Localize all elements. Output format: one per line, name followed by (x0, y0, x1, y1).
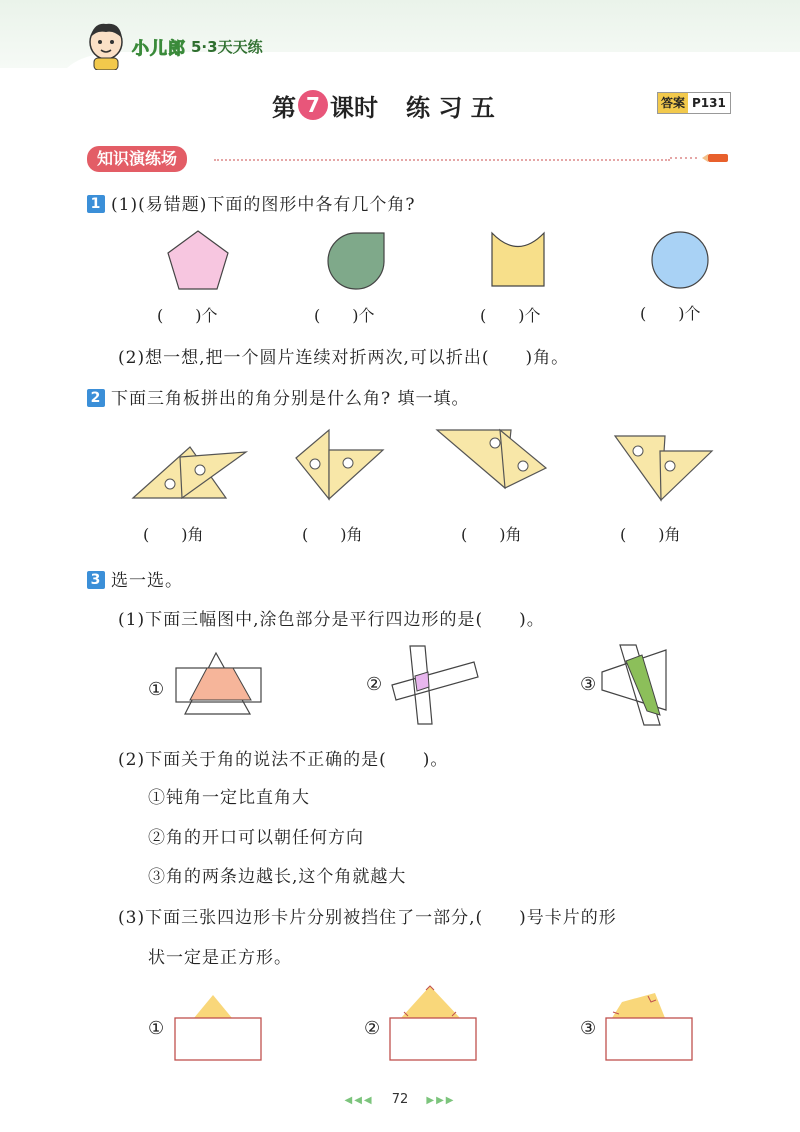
q1-number: 1 (87, 195, 105, 213)
q3-figure-label-1: ① (148, 679, 165, 700)
q3-part3-line2: 状一定是正方形。 (148, 948, 292, 968)
section-title: 知识演练场 (87, 146, 187, 172)
q1-blank-4[interactable]: ( )个 (640, 304, 701, 323)
q1-part1-text: (1)(易错题)下面的图形中各有几个角? (111, 195, 416, 215)
card-figure-3 (606, 993, 692, 1060)
q3-figure-label-2: ② (366, 674, 383, 695)
q1-part2: (2)想一想,把一个圆片连续对折两次,可以折出( )角。 (118, 348, 570, 368)
brand-name: 小儿郎 (132, 39, 186, 59)
q3-card-label-1: ① (148, 1018, 165, 1039)
ruler-figure-4 (615, 436, 712, 500)
q3-number: 3 (87, 571, 105, 589)
lesson-suffix: 课时 (330, 93, 378, 122)
lesson-prefix: 第 (272, 93, 296, 122)
lesson-title: 练 习 五 (406, 93, 495, 122)
ruler-figure-1 (133, 447, 246, 498)
q3-option-2: ②角的开口可以朝任何方向 (148, 828, 364, 848)
series-name: 5·3天天练 (191, 38, 263, 56)
q3-heading (87, 566, 183, 591)
footer (0, 1092, 800, 1107)
parallel-figure-3 (602, 645, 666, 725)
q2-blank-2[interactable]: ( )角 (302, 525, 363, 544)
q3-option-1: ①钝角一定比直角大 (148, 788, 310, 808)
pentagon-shape (168, 231, 228, 289)
q1-blank-1[interactable]: ( )个 (157, 306, 218, 325)
q1-blank-3[interactable]: ( )个 (480, 306, 541, 325)
card-figure-2 (390, 986, 476, 1060)
q3-part3-line1: (3)下面三张四边形卡片分别被挡住了一部分,( )号卡片的形 (118, 908, 617, 928)
q3-part2: (2)下面关于角的说法不正确的是( )。 (118, 750, 449, 770)
parallel-figure-2 (392, 646, 478, 724)
q2-blank-3[interactable]: ( )角 (461, 525, 522, 544)
answer-label: 答案 (658, 93, 688, 113)
q2-text: 下面三角板拼出的角分别是什么角? 填一填。 (111, 389, 470, 409)
q1-blank-2[interactable]: ( )个 (314, 306, 375, 325)
q2-number: 2 (87, 389, 105, 407)
q3-figure-label-3: ③ (580, 674, 597, 695)
cup-shape (492, 233, 544, 286)
q3-part1: (1)下面三幅图中,涂色部分是平行四边形的是( )。 (118, 610, 545, 630)
parallel-figure-1 (176, 653, 261, 714)
page-number: 72 (391, 1092, 409, 1107)
lesson-number-badge: 7 (298, 90, 328, 120)
circle-shape (652, 232, 708, 288)
q3-card-label-2: ② (364, 1018, 381, 1039)
q3-text: 选一选。 (111, 571, 183, 591)
ruler-figure-3 (437, 430, 546, 488)
footer-left-arrows: ◀◀◀ (344, 1095, 374, 1106)
ruler-figure-2 (296, 430, 383, 499)
card-figure-1 (175, 995, 261, 1060)
q2-heading (87, 384, 470, 409)
q3-option-3: ③角的两条边越长,这个角就越大 (148, 867, 407, 887)
q2-blank-4[interactable]: ( )角 (620, 525, 681, 544)
q3-card-label-3: ③ (580, 1018, 597, 1039)
q2-blank-1[interactable]: ( )角 (143, 525, 204, 544)
footer-right-arrows: ▶▶▶ (426, 1095, 456, 1106)
answer-page: P131 (692, 96, 726, 110)
leaf-shape (328, 233, 384, 289)
